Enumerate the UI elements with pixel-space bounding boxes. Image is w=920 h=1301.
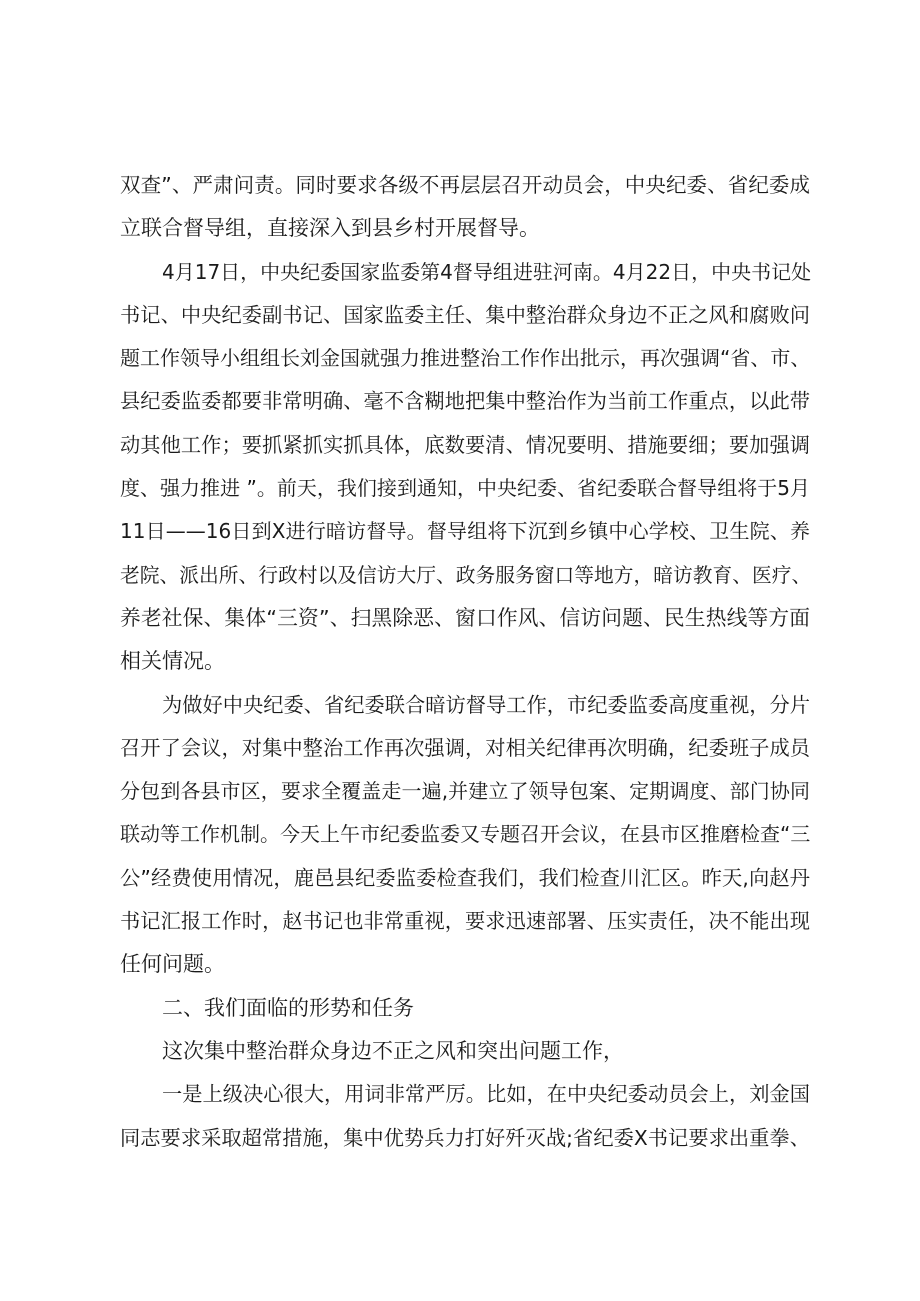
paragraph-line: 养老社保、集体“三资”、扫黑除恶、窗口作风、信访问题、民生热线等方面 (120, 605, 810, 630)
paragraph-line: 立联合督导组，直接深入到县乡村开展督导。 (120, 216, 540, 241)
paragraph-line: 书记、中央纪委副书记、国家监委主任、集中整治群众身边不正之风和腐败问 (120, 302, 810, 327)
paragraph-line: 老院、派出所、行政村以及信访大厅、政务服务窗口等地方，暗访教育、医疗、 (120, 563, 812, 587)
paragraph-line: 这次集中整治群众身边不正之风和突出问题工作， (162, 1038, 624, 1063)
paragraph-line: 公”经费使用情况，鹿邑县纪委监委检查我们，我们检查川汇区。昨天,向赵丹 (120, 865, 810, 890)
paragraph-line: 书记汇报工作时，赵书记也非常重视，要求迅速部署、压实责任，决不能出现 (120, 909, 810, 934)
paragraph-line: 相关情况。 (120, 649, 225, 674)
paragraph-line: 度、强力推进 ”。前天，我们接到通知，中央纪委、省纪委联合督导组将于5月 (120, 476, 810, 501)
paragraph-line: 4月17日，中央纪委国家监委第4督导组进驻河南。4月22日，中央书记处 (162, 259, 812, 284)
section-heading: 二、我们面临的形势和任务 (162, 995, 414, 1020)
paragraph-line: 动其他工作；要抓紧抓实抓具体，底数要清、情况要明、措施要细；要加强调 (120, 432, 810, 457)
paragraph-line: 分包到各县市区，要求全覆盖走一遍,并建立了领导包案、定期调度、部门协同 (120, 779, 810, 804)
document-body (120, 164, 810, 1160)
paragraph-line: 题工作领导小组组长刘金国就强力推进整治工作作出批示，再次强调“省、市、 (120, 346, 811, 371)
paragraph-line: 一是上级决心很大，用词非常严厉。比如，在中央纪委动员会上，刘金国 (162, 1082, 811, 1107)
paragraph-line: 召开了会议，对集中整治工作再次强调，对相关纪律再次明确，纪委班子成员 (120, 735, 810, 760)
paragraph-line: 11日——16日到X进行暗访督导。督导组将下沉到乡镇中心学校、卫生院、养 (120, 519, 810, 544)
paragraph-line: 同志要求采取超常措施，集中优势兵力打好歼灭战;省纪委X书记要求出重拳、 (120, 1125, 810, 1150)
paragraph-line: 县纪委监委都要非常明确、毫不含糊地把集中整治作为当前工作重点，以此带 (120, 389, 810, 414)
paragraph-line: 双查”、严肃问责。同时要求各级不再层层召开动员会，中央纪委、省纪委成 (120, 173, 810, 197)
paragraph-line: 为做好中央纪委、省纪委联合暗访督导工作，市纪委监委高度重视，分片 (162, 692, 811, 717)
paragraph-line: 任何问题。 (120, 952, 225, 977)
paragraph-line: 联动等工作机制。今天上午市纪委监委又专题召开会议，在县市区推磨检查“三 (120, 822, 811, 847)
